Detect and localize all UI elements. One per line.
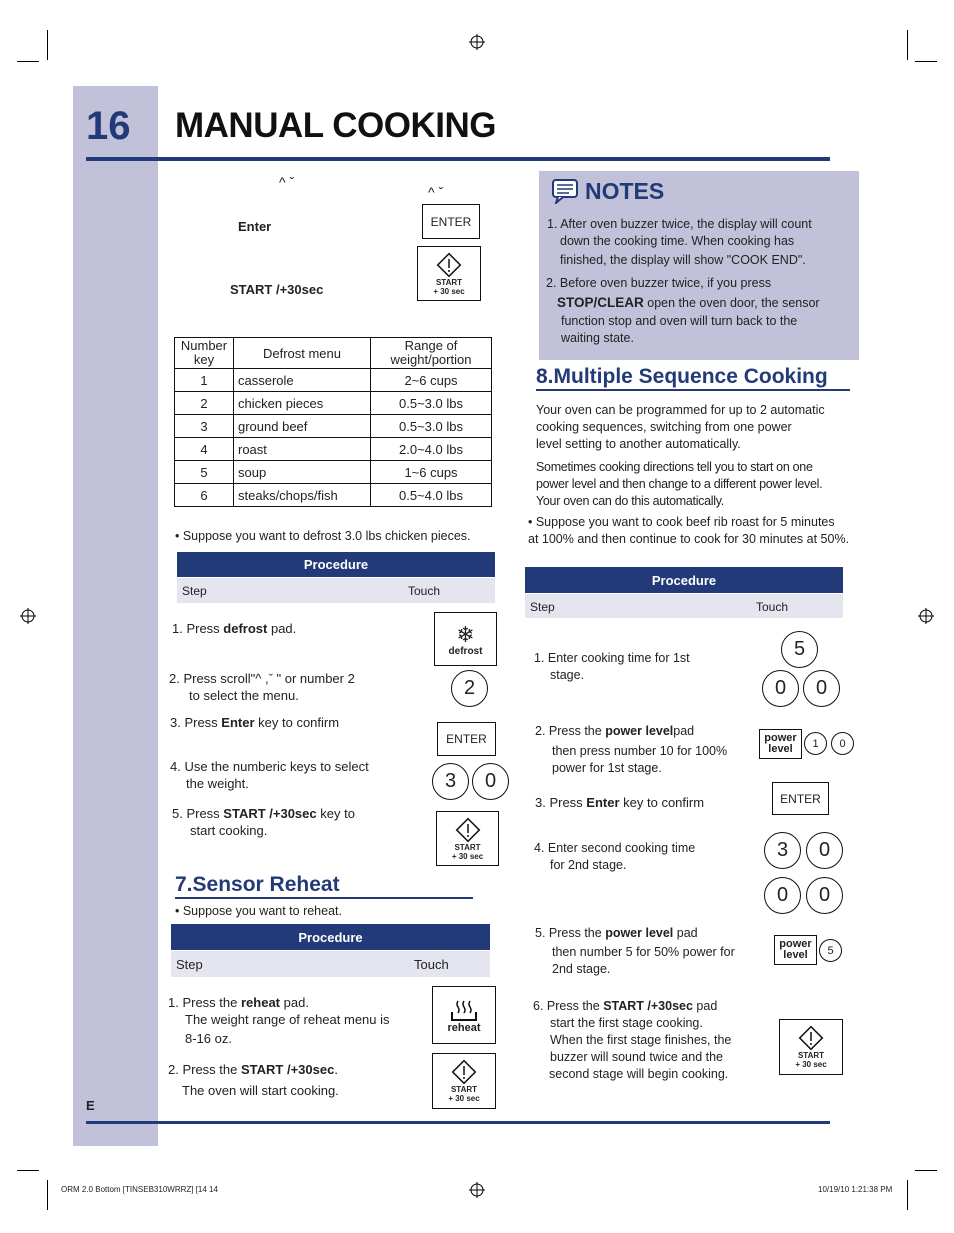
print-footer-right: 10/19/10 1:21:38 PM (818, 1185, 893, 1194)
table-cell: 1~6 cups (371, 461, 492, 484)
scroll-arrows-label: ^ ˇ (279, 174, 295, 190)
footer-rule (86, 1121, 830, 1124)
multi-step-5: 5. Press the power level pad then number 5 for 50% power for 2nd stage. (535, 926, 735, 976)
table-row (175, 484, 492, 507)
crop-mark (47, 30, 48, 60)
number-key-0[interactable]: 0 (831, 732, 854, 755)
procedure-header: Procedure (171, 924, 490, 950)
table-cell: 2~6 cups (371, 369, 492, 392)
table-cell: 0.5~3.0 lbs (371, 415, 492, 438)
number-key-3[interactable]: 3 (764, 832, 801, 869)
procedure-subheader (525, 594, 843, 618)
registration-mark-icon (469, 34, 485, 50)
enter-label: Enter (238, 219, 272, 234)
table-cell: 0.5~3.0 lbs (371, 392, 492, 415)
reheat-icon (449, 998, 479, 1024)
step-column: Step (530, 600, 555, 614)
crop-mark (17, 1170, 39, 1171)
number-key-5[interactable]: 5 (781, 631, 818, 668)
start-diamond-icon (455, 817, 481, 843)
number-key-0[interactable]: 0 (472, 763, 509, 800)
table-cell: 0.5~4.0 lbs (371, 484, 492, 507)
registration-mark-icon (469, 1182, 485, 1198)
notes-heading: NOTES (585, 178, 665, 204)
start-button[interactable]: START + 30 sec (417, 246, 481, 301)
step-column: Step (182, 584, 207, 598)
power-level-button[interactable]: power level (774, 935, 817, 965)
table-cell: 6 (175, 484, 234, 507)
defrost-button[interactable]: ❄ defrost (434, 612, 497, 666)
note-2: 2. Before oven buzzer twice, if you press STOP/CLEAR open the oven door, the sensor function stop and oven will turn back to the waiting state. (546, 276, 820, 345)
multi-step-1: 1. Enter cooking time for 1st stage. (534, 651, 690, 682)
crop-mark (915, 1170, 937, 1171)
page-title: MANUAL COOKING (175, 106, 496, 145)
table-row (175, 369, 492, 392)
touch-column: Touch (414, 957, 449, 972)
number-key-0[interactable]: 0 (806, 832, 843, 869)
multi-seq-para-2: Sometimes cooking directions tell you to start on one power level and then change to a different power level. Your oven can do this automatically. (536, 460, 823, 508)
multi-step-3: 3. Press Enter key to confirm (535, 795, 705, 810)
reheat-step-1: 1. Press the reheat pad. The weight range of reheat menu is 8-16 oz. (168, 995, 390, 1046)
multi-seq-para-1: Your oven can be programmed for up to 2 automatic cooking sequences, switching from one power level setting to another automatically. (536, 403, 825, 451)
number-key-5[interactable]: 5 (819, 939, 842, 962)
table-header: Defrost menu (234, 338, 371, 369)
defrost-example: • Suppose you want to defrost 3.0 lbs chicken pieces. (175, 529, 471, 543)
number-key-2[interactable]: 2 (451, 670, 488, 707)
power-level-button[interactable]: power level (759, 729, 802, 759)
table-cell: roast (234, 438, 371, 461)
table-row (175, 392, 492, 415)
enter-button[interactable]: ENTER (437, 722, 496, 756)
crop-mark (907, 1180, 908, 1210)
multi-seq-example: • Suppose you want to cook beef rib roast for 5 minutes at 100% and then continue to cook for 30 minutes at 50%. (528, 515, 850, 546)
table-cell: 2 (175, 392, 234, 415)
enter-button[interactable]: ENTER (422, 204, 480, 239)
section-rule (536, 389, 850, 391)
procedure-subheader (171, 951, 490, 977)
scroll-arrows-keys[interactable]: ^ ˇ (428, 184, 444, 200)
table-cell: ground beef (234, 415, 371, 438)
start-button[interactable]: START + 30 sec (436, 811, 499, 866)
step-column: Step (176, 957, 203, 972)
snowflake-icon: ❄ (456, 621, 475, 647)
crop-mark (17, 61, 39, 62)
defrost-step-2: 2. Press scroll"^ ,ˇ " or number 2 to select the menu. (169, 671, 355, 703)
table-cell: chicken pieces (234, 392, 371, 415)
table-row (175, 415, 492, 438)
section-rule (175, 897, 473, 899)
number-key-3[interactable]: 3 (432, 763, 469, 800)
page-sidebar (73, 86, 158, 1146)
number-key-0[interactable]: 0 (764, 877, 801, 914)
table-cell: 2.0~4.0 lbs (371, 438, 492, 461)
procedure-subheader (177, 578, 495, 603)
table-cell: 1 (175, 369, 234, 392)
page-number: 16 (86, 104, 131, 148)
print-footer-left: ORM 2.0 Bottom [TINSEB310WRRZ] [14 14 (61, 1185, 218, 1194)
defrost-step-5: 5. Press START /+30sec key to start cooking. (172, 806, 355, 838)
multi-step-6: 6. Press the START /+30sec pad start the first stage cooking. When the first stage finishes, the buzzer will sound twice and the second stage will begin cooking. (533, 999, 732, 1081)
start-diamond-icon (798, 1025, 824, 1051)
table-row (175, 438, 492, 461)
notes-icon (551, 178, 579, 204)
table-header: Range of weight/portion (371, 338, 492, 369)
table-cell: casserole (234, 369, 371, 392)
registration-mark-icon (918, 608, 934, 624)
note-1: 1. After oven buzzer twice, the display will count down the cooking time. When cooking has finished, the display will show "COOK END". (547, 217, 812, 267)
table-cell: 3 (175, 415, 234, 438)
table-cell: 5 (175, 461, 234, 484)
multi-step-4: 4. Enter second cooking time for 2nd stage. (534, 841, 696, 872)
registration-mark-icon (20, 608, 36, 624)
table-cell: soup (234, 461, 371, 484)
sensor-reheat-heading: 7.Sensor Reheat (175, 873, 340, 896)
crop-mark (915, 61, 937, 62)
defrost-step-3: 3. Press Enter key to confirm (170, 715, 340, 730)
touch-column: Touch (756, 600, 789, 614)
table-header-row (175, 338, 492, 369)
number-key-1[interactable]: 1 (804, 732, 827, 755)
table-cell: steaks/chops/fish (234, 484, 371, 507)
header-rule (86, 157, 830, 161)
defrost-table (174, 337, 492, 507)
start-diamond-icon (451, 1059, 477, 1085)
number-key-0[interactable]: 0 (803, 670, 840, 707)
crop-mark (907, 30, 908, 60)
table-header: Number key (175, 338, 234, 369)
start-button[interactable]: START + 30 sec (432, 1053, 496, 1109)
table-row (175, 461, 492, 484)
number-key-0[interactable]: 0 (806, 877, 843, 914)
table-cell: 4 (175, 438, 234, 461)
defrost-step-4: 4. Use the numberic keys to select the weight. (170, 759, 369, 791)
procedure-header: Procedure (177, 552, 495, 577)
reheat-intro: • Suppose you want to reheat. (175, 904, 342, 918)
touch-column: Touch (408, 584, 441, 598)
enter-button[interactable]: ENTER (772, 782, 829, 815)
defrost-step-1: 1. Press defrost pad. (172, 621, 297, 636)
start-button[interactable]: START + 30 sec (779, 1019, 843, 1075)
procedure-header: Procedure (525, 567, 843, 593)
footer-letter: E (86, 1098, 95, 1113)
start-label: START /+30sec (230, 282, 324, 297)
reheat-step-2: 2. Press the START /+30sec. The oven will start cooking. (168, 1062, 339, 1098)
multi-seq-heading: 8.Multiple Sequence Cooking (536, 365, 828, 388)
reheat-button[interactable]: reheat (432, 986, 496, 1044)
crop-mark (47, 1180, 48, 1210)
number-key-0[interactable]: 0 (762, 670, 799, 707)
start-diamond-icon (436, 252, 462, 278)
multi-step-2: 2. Press the power levelpad then press number 10 for 100% power for 1st stage. (535, 724, 728, 775)
